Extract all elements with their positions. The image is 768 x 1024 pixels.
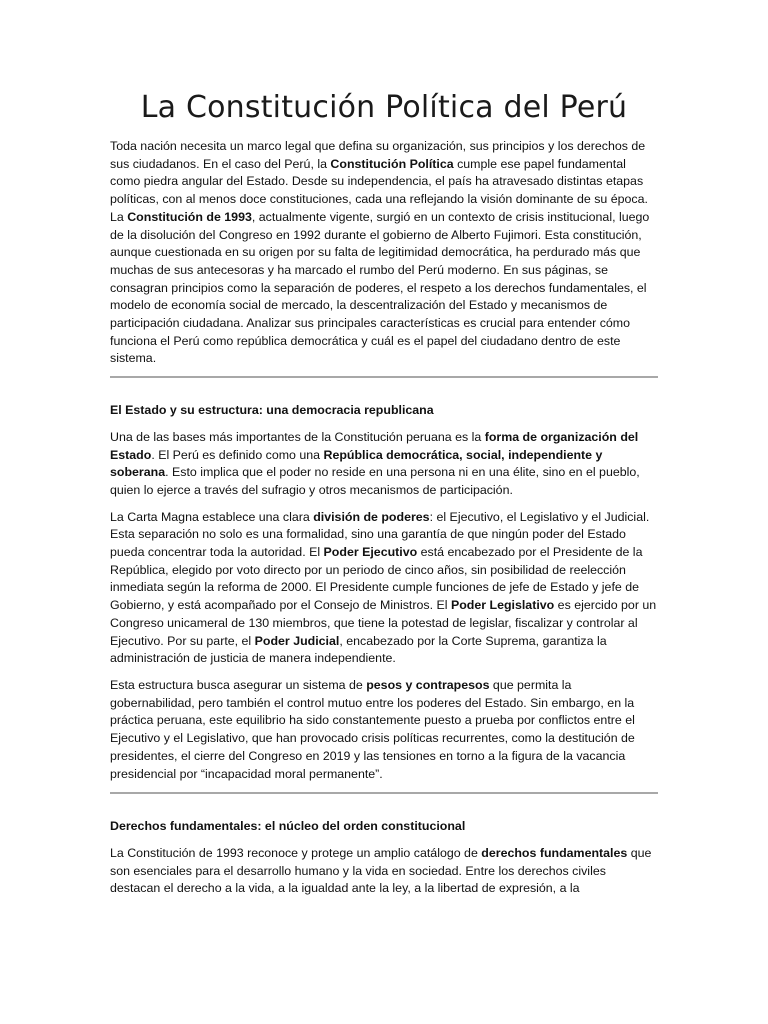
section-paragraph [110,677,658,783]
section-divider [110,792,658,794]
text-run: , actualmente vigente, surgió en un contexto de crisis institucional, luego de la disolución del Congreso en 1992 durante el gobierno de Alberto Fujimori. Esta constitución, aunque cuestionada en su origen por su falta de legitimidad democrática, ha perdurado más que muchas de sus antecesoras y ha marcado el rumbo del Perú moderno. En sus páginas, se consagran principios como la separación de poderes, el respeto a los derechos fundamentales, el modelo de economía social de mercado, la descentralización del Estado y mecanismos de participación ciudadana. Analizar sus principales características es crucial para entender cómo funciona el Perú como república democrática y cuál es el papel del ciudadano dentro de este sistema. [110,209,650,366]
text-run: . El Perú es definido como una [151,447,324,462]
bold-text: forma de organización del Estado [110,429,639,462]
bold-text: Poder Judicial [254,633,340,648]
bold-text: Poder Ejecutivo [323,545,418,560]
text-run: . Esto implica que el poder no reside en una persona ni en una élite, sino en el pueblo, quien lo ejerce a través del sufragio y otros mecanismos de participación. [110,465,640,497]
bold-text: pesos y contrapesos [366,677,490,692]
text-run: que permita la gobernabilidad, pero también el control mutuo entre los poderes del Estado. Sin embargo, en la práctica peruana, este equilibrio ha sido constantemente puesto a prueba por conflictos entre el Ejecutivo y el Legislativo, que han provocado crisis políticas recurrentes, como la destitución de presidentes, el cierre del Congreso en 2019 y las tensiones en torno a la figura de la vacancia presidencial por “incapacidad moral permanente”. [110,677,635,781]
text-run: La Constitución de 1993 reconoce y protege un amplio catálogo de [110,845,482,860]
text-run: está encabezado por el Presidente de la República, elegido por voto directo por un periodo de cinco años, sin posibilidad de reelección inmediata según la reforma de 2000. El Presidente cumple funciones de jefe de Estado y jefe de Gobierno, y está acompañado por el Consejo de Ministros. El [110,545,643,613]
intro-paragraph [110,138,658,368]
text-run: es ejercido por un Congreso unicameral de 130 miembros, que tiene la potestad de legislar, fiscalizar y controlar al Ejecutivo. Por su parte, el [110,598,657,648]
text-run: : el Ejecutivo, el Legislativo y el Judicial. Esta separación no solo es una formalidad, sino una garantía de que ningún poder del Estado pueda concentrar toda la autoridad. El [110,509,650,560]
section-heading: Derechos fundamentales: el núcleo del orden constitucional [110,819,466,834]
bold-text: Poder Legislativo [450,598,555,613]
text-run: Esta estructura busca asegurar un sistema de [110,677,367,692]
section-paragraph [110,429,658,500]
bold-text: derechos fundamentales [481,845,628,860]
document-title: La Constitución Política del Perú [140,90,628,125]
section-divider [110,376,658,378]
text-run: que son esenciales para el desarrollo humano y la vida en sociedad. Entre los derechos civiles destacan el derecho a la vida, a la igualdad ante la ley, a la libertad de expresión, a la [110,845,652,896]
bold-text: Constitución de 1993 [127,209,252,224]
section-paragraph [110,509,658,668]
text-run: Una de las bases más importantes de la Constitución peruana es la [110,429,485,444]
text-run: cumple ese papel fundamental como piedra angular del Estado. Desde su independencia, el país ha atravesado distintas etapas políticas, con al menos doce constituciones, cada una reflejando la visión dominante de su época. La [110,156,648,224]
document-page [110,0,658,898]
section-heading: El Estado y su estructura: una democracia republicana [110,403,434,418]
text-run: , encabezado por la Corte Suprema, garantiza la administración de justicia de manera independiente. [110,633,607,666]
bold-text: Constitución Política [330,156,454,171]
section-paragraph [110,845,658,898]
bold-text: República democrática, social, independiente y soberana [110,447,603,480]
bold-text: división de poderes [313,509,430,524]
text-run: Toda nación necesita un marco legal que defina su organización, sus principios y los derechos de sus ciudadanos. En el caso del Perú, la [110,139,646,171]
text-run: La Carta Magna establece una clara [110,509,314,524]
